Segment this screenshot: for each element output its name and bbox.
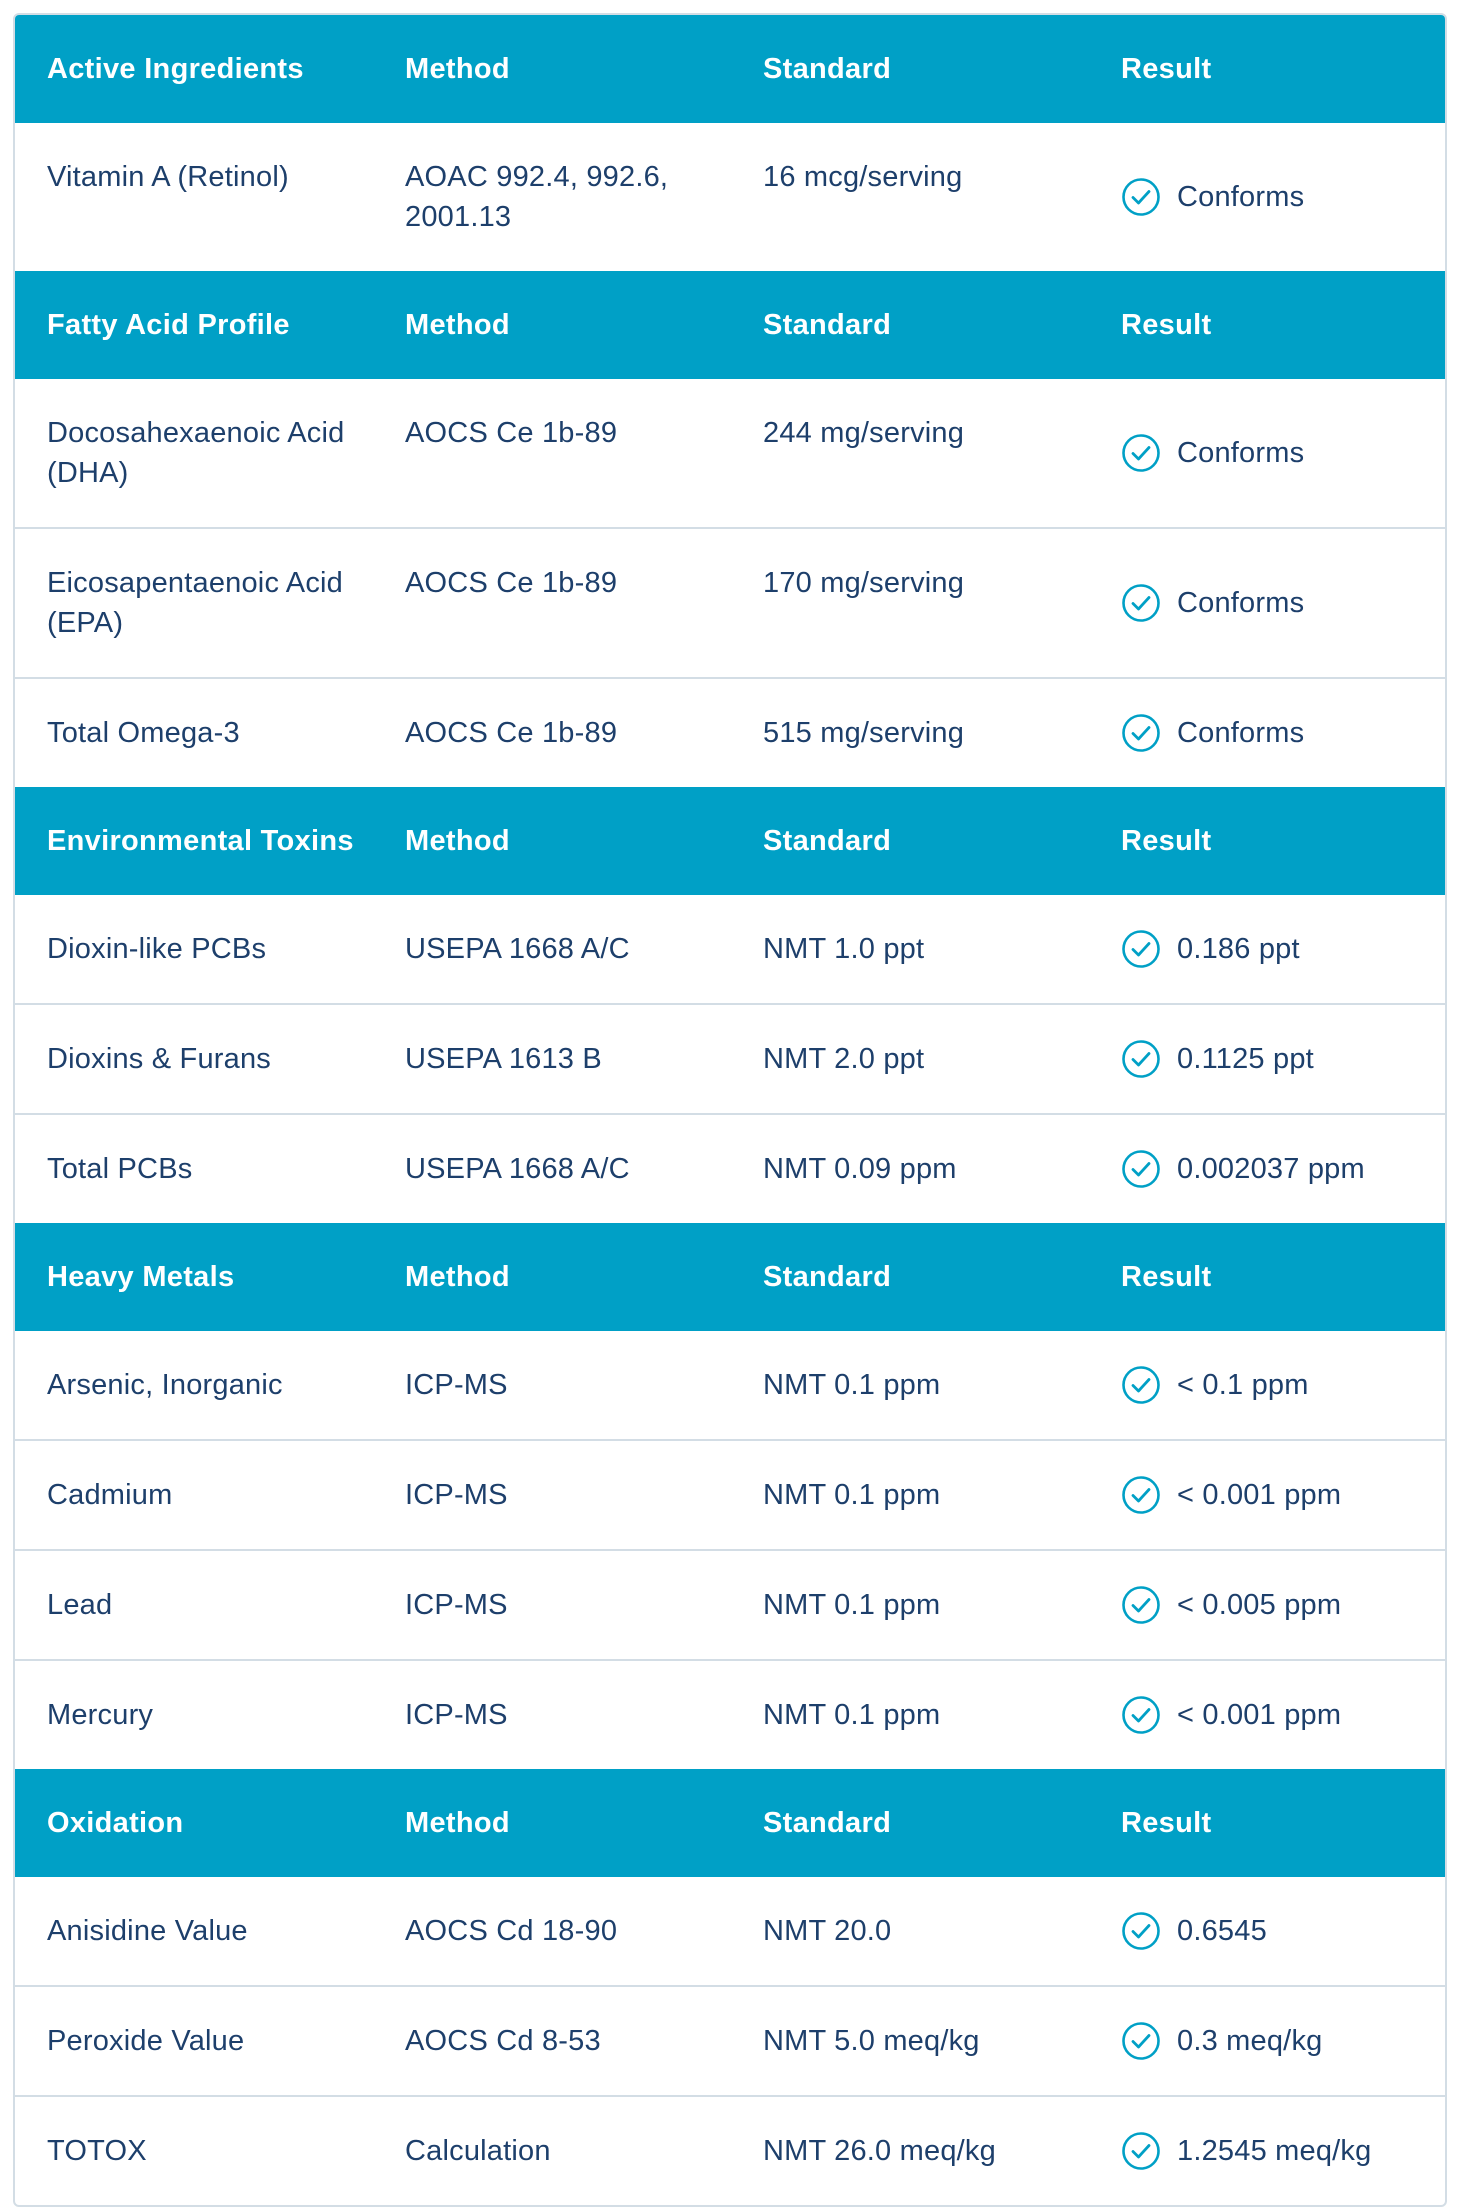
result-wrapper: [1121, 583, 1445, 623]
section-header-row: [15, 1769, 1445, 1877]
result-wrapper: [1121, 177, 1445, 217]
section-header-row: [15, 15, 1445, 123]
section-header-row: [15, 1223, 1445, 1331]
test-method: USEPA 1613 B: [373, 1004, 731, 1114]
result-value: Conforms: [1177, 717, 1305, 749]
test-name: Dioxins & Furans: [15, 1004, 373, 1114]
test-result: [1089, 379, 1445, 528]
result-value: 0.3 meq/kg: [1177, 2025, 1323, 2057]
table-row: [15, 379, 1445, 528]
result-value: < 0.001 ppm: [1177, 1479, 1342, 1511]
section-title: Oxidation: [15, 1769, 373, 1877]
test-name: Mercury: [15, 1660, 373, 1769]
test-standard: 170 mg/serving: [731, 528, 1089, 678]
test-result: [1089, 1004, 1445, 1114]
test-method: ICP-MS: [373, 1550, 731, 1660]
check-circle-icon: [1121, 1039, 1161, 1079]
check-circle-icon: [1121, 1585, 1161, 1625]
check-circle-icon: [1121, 1149, 1161, 1189]
test-standard: NMT 0.1 ppm: [731, 1550, 1089, 1660]
test-name: Vitamin A (Retinol): [47, 161, 289, 193]
table-row: [15, 1877, 1445, 1986]
check-circle-icon: [1121, 2131, 1161, 2171]
column-header-result: Result: [1089, 1223, 1445, 1331]
table-row: [15, 1004, 1445, 1114]
column-header-method: Method: [373, 271, 731, 379]
test-standard: NMT 1.0 ppt: [763, 933, 925, 965]
result-wrapper: [1121, 1365, 1445, 1405]
test-method: AOCS Ce 1b-89: [373, 678, 731, 787]
result-wrapper: [1121, 1695, 1445, 1735]
result-value: Conforms: [1177, 181, 1305, 213]
result-wrapper: [1121, 1585, 1445, 1625]
check-circle-icon: [1121, 1695, 1161, 1735]
test-method: USEPA 1668 A/C: [373, 1114, 731, 1223]
table-row: [15, 678, 1445, 787]
section-title: Active Ingredients: [15, 15, 373, 123]
result-wrapper: [1121, 2131, 1445, 2171]
column-header-method: Method: [373, 1769, 731, 1877]
test-result: [1089, 1331, 1445, 1440]
section-header-row: [15, 787, 1445, 895]
table-row: [15, 1440, 1445, 1550]
result-wrapper: [1121, 1039, 1445, 1079]
test-standard: NMT 0.09 ppm: [731, 1114, 1089, 1223]
test-name: Total PCBs: [15, 1114, 373, 1223]
test-name: Peroxide Value: [15, 1986, 373, 2096]
column-header-result: Result: [1089, 271, 1445, 379]
test-method: ICP-MS: [405, 1369, 508, 1401]
table-row: [15, 895, 1445, 1004]
results-table: [15, 15, 1445, 2205]
test-method: Calculation: [373, 2096, 731, 2205]
test-standard: NMT 26.0 meq/kg: [731, 2096, 1089, 2205]
column-header-method: Method: [373, 15, 731, 123]
column-header-standard: Standard: [731, 787, 1089, 895]
check-circle-icon: [1121, 713, 1161, 753]
column-header-standard: Standard: [731, 271, 1089, 379]
result-value: 0.002037 ppm: [1177, 1153, 1365, 1185]
column-header-method: Method: [373, 787, 731, 895]
test-method: AOCS Ce 1b-89: [405, 417, 618, 449]
column-header-result: Result: [1089, 787, 1445, 895]
test-name: Eicosapentaenoic Acid (EPA): [15, 528, 373, 678]
test-standard: 16 mcg/serving: [763, 161, 963, 193]
test-result: [1089, 2096, 1445, 2205]
column-header-method: Method: [373, 1223, 731, 1331]
column-header-standard: Standard: [731, 15, 1089, 123]
test-method: USEPA 1668 A/C: [405, 933, 630, 965]
test-result: [1089, 1114, 1445, 1223]
section-title: Fatty Acid Profile: [15, 271, 373, 379]
test-result: [1089, 895, 1445, 1004]
column-header-standard: Standard: [731, 1769, 1089, 1877]
result-value: < 0.005 ppm: [1177, 1589, 1342, 1621]
section-header-row: [15, 271, 1445, 379]
result-wrapper: [1121, 713, 1445, 753]
result-wrapper: [1121, 433, 1445, 473]
result-value: 1.2545 meq/kg: [1177, 2135, 1372, 2167]
section-title: Environmental Toxins: [15, 787, 373, 895]
result-wrapper: [1121, 1911, 1445, 1951]
result-value: 0.186 ppt: [1177, 933, 1300, 965]
test-name: Dioxin-like PCBs: [47, 933, 267, 965]
test-result: [1089, 1440, 1445, 1550]
table-row: [15, 1986, 1445, 2096]
check-circle-icon: [1121, 583, 1161, 623]
test-result: [1089, 1550, 1445, 1660]
result-value: Conforms: [1177, 587, 1305, 619]
test-standard: 244 mg/serving: [763, 417, 965, 449]
test-method: ICP-MS: [373, 1440, 731, 1550]
table-row: [15, 528, 1445, 678]
result-value: < 0.001 ppm: [1177, 1699, 1342, 1731]
test-result: [1089, 678, 1445, 787]
test-standard: NMT 5.0 meq/kg: [731, 1986, 1089, 2096]
check-circle-icon: [1121, 177, 1161, 217]
test-name: Anisidine Value: [47, 1915, 248, 1947]
test-standard: NMT 0.1 ppm: [731, 1660, 1089, 1769]
test-name: Arsenic, Inorganic: [47, 1369, 283, 1401]
column-header-standard: Standard: [731, 1223, 1089, 1331]
results-table-body: [15, 15, 1445, 2205]
test-name: TOTOX: [15, 2096, 373, 2205]
check-circle-icon: [1121, 2021, 1161, 2061]
check-circle-icon: [1121, 1911, 1161, 1951]
test-result: [1089, 123, 1445, 271]
result-value: 0.6545: [1177, 1915, 1267, 1947]
test-name: Cadmium: [15, 1440, 373, 1550]
test-result: [1089, 1660, 1445, 1769]
check-circle-icon: [1121, 1365, 1161, 1405]
test-name: Total Omega-3: [15, 678, 373, 787]
column-header-result: Result: [1089, 15, 1445, 123]
check-circle-icon: [1121, 433, 1161, 473]
table-row: [15, 2096, 1445, 2205]
result-wrapper: [1121, 1149, 1445, 1189]
table-row: [15, 123, 1445, 271]
table-row: [15, 1660, 1445, 1769]
test-results-table: [13, 13, 1447, 2207]
result-value: 0.1125 ppt: [1177, 1043, 1314, 1075]
test-result: [1089, 528, 1445, 678]
test-method: AOCS Cd 18-90: [405, 1915, 618, 1947]
result-value: < 0.1 ppm: [1177, 1369, 1309, 1401]
column-header-result: Result: [1089, 1769, 1445, 1877]
test-standard: NMT 0.1 ppm: [763, 1369, 941, 1401]
test-result: [1089, 1986, 1445, 2096]
table-row: [15, 1550, 1445, 1660]
table-row: [15, 1331, 1445, 1440]
test-result: [1089, 1877, 1445, 1986]
result-wrapper: [1121, 2021, 1445, 2061]
section-title: Heavy Metals: [15, 1223, 373, 1331]
result-wrapper: [1121, 1475, 1445, 1515]
test-standard: NMT 20.0: [763, 1915, 892, 1947]
test-name: Lead: [15, 1550, 373, 1660]
test-method: ICP-MS: [373, 1660, 731, 1769]
result-value: Conforms: [1177, 437, 1305, 469]
test-standard: NMT 2.0 ppt: [731, 1004, 1089, 1114]
result-wrapper: [1121, 929, 1445, 969]
test-method: AOCS Cd 8-53: [373, 1986, 731, 2096]
test-method: AOCS Ce 1b-89: [373, 528, 731, 678]
test-standard: NMT 0.1 ppm: [731, 1440, 1089, 1550]
test-standard: 515 mg/serving: [731, 678, 1089, 787]
check-circle-icon: [1121, 929, 1161, 969]
test-name: Docosahexaenoic Acid (DHA): [47, 417, 345, 489]
test-method: AOAC 992.4, 992.6, 2001.13: [405, 161, 669, 233]
check-circle-icon: [1121, 1475, 1161, 1515]
table-row: [15, 1114, 1445, 1223]
